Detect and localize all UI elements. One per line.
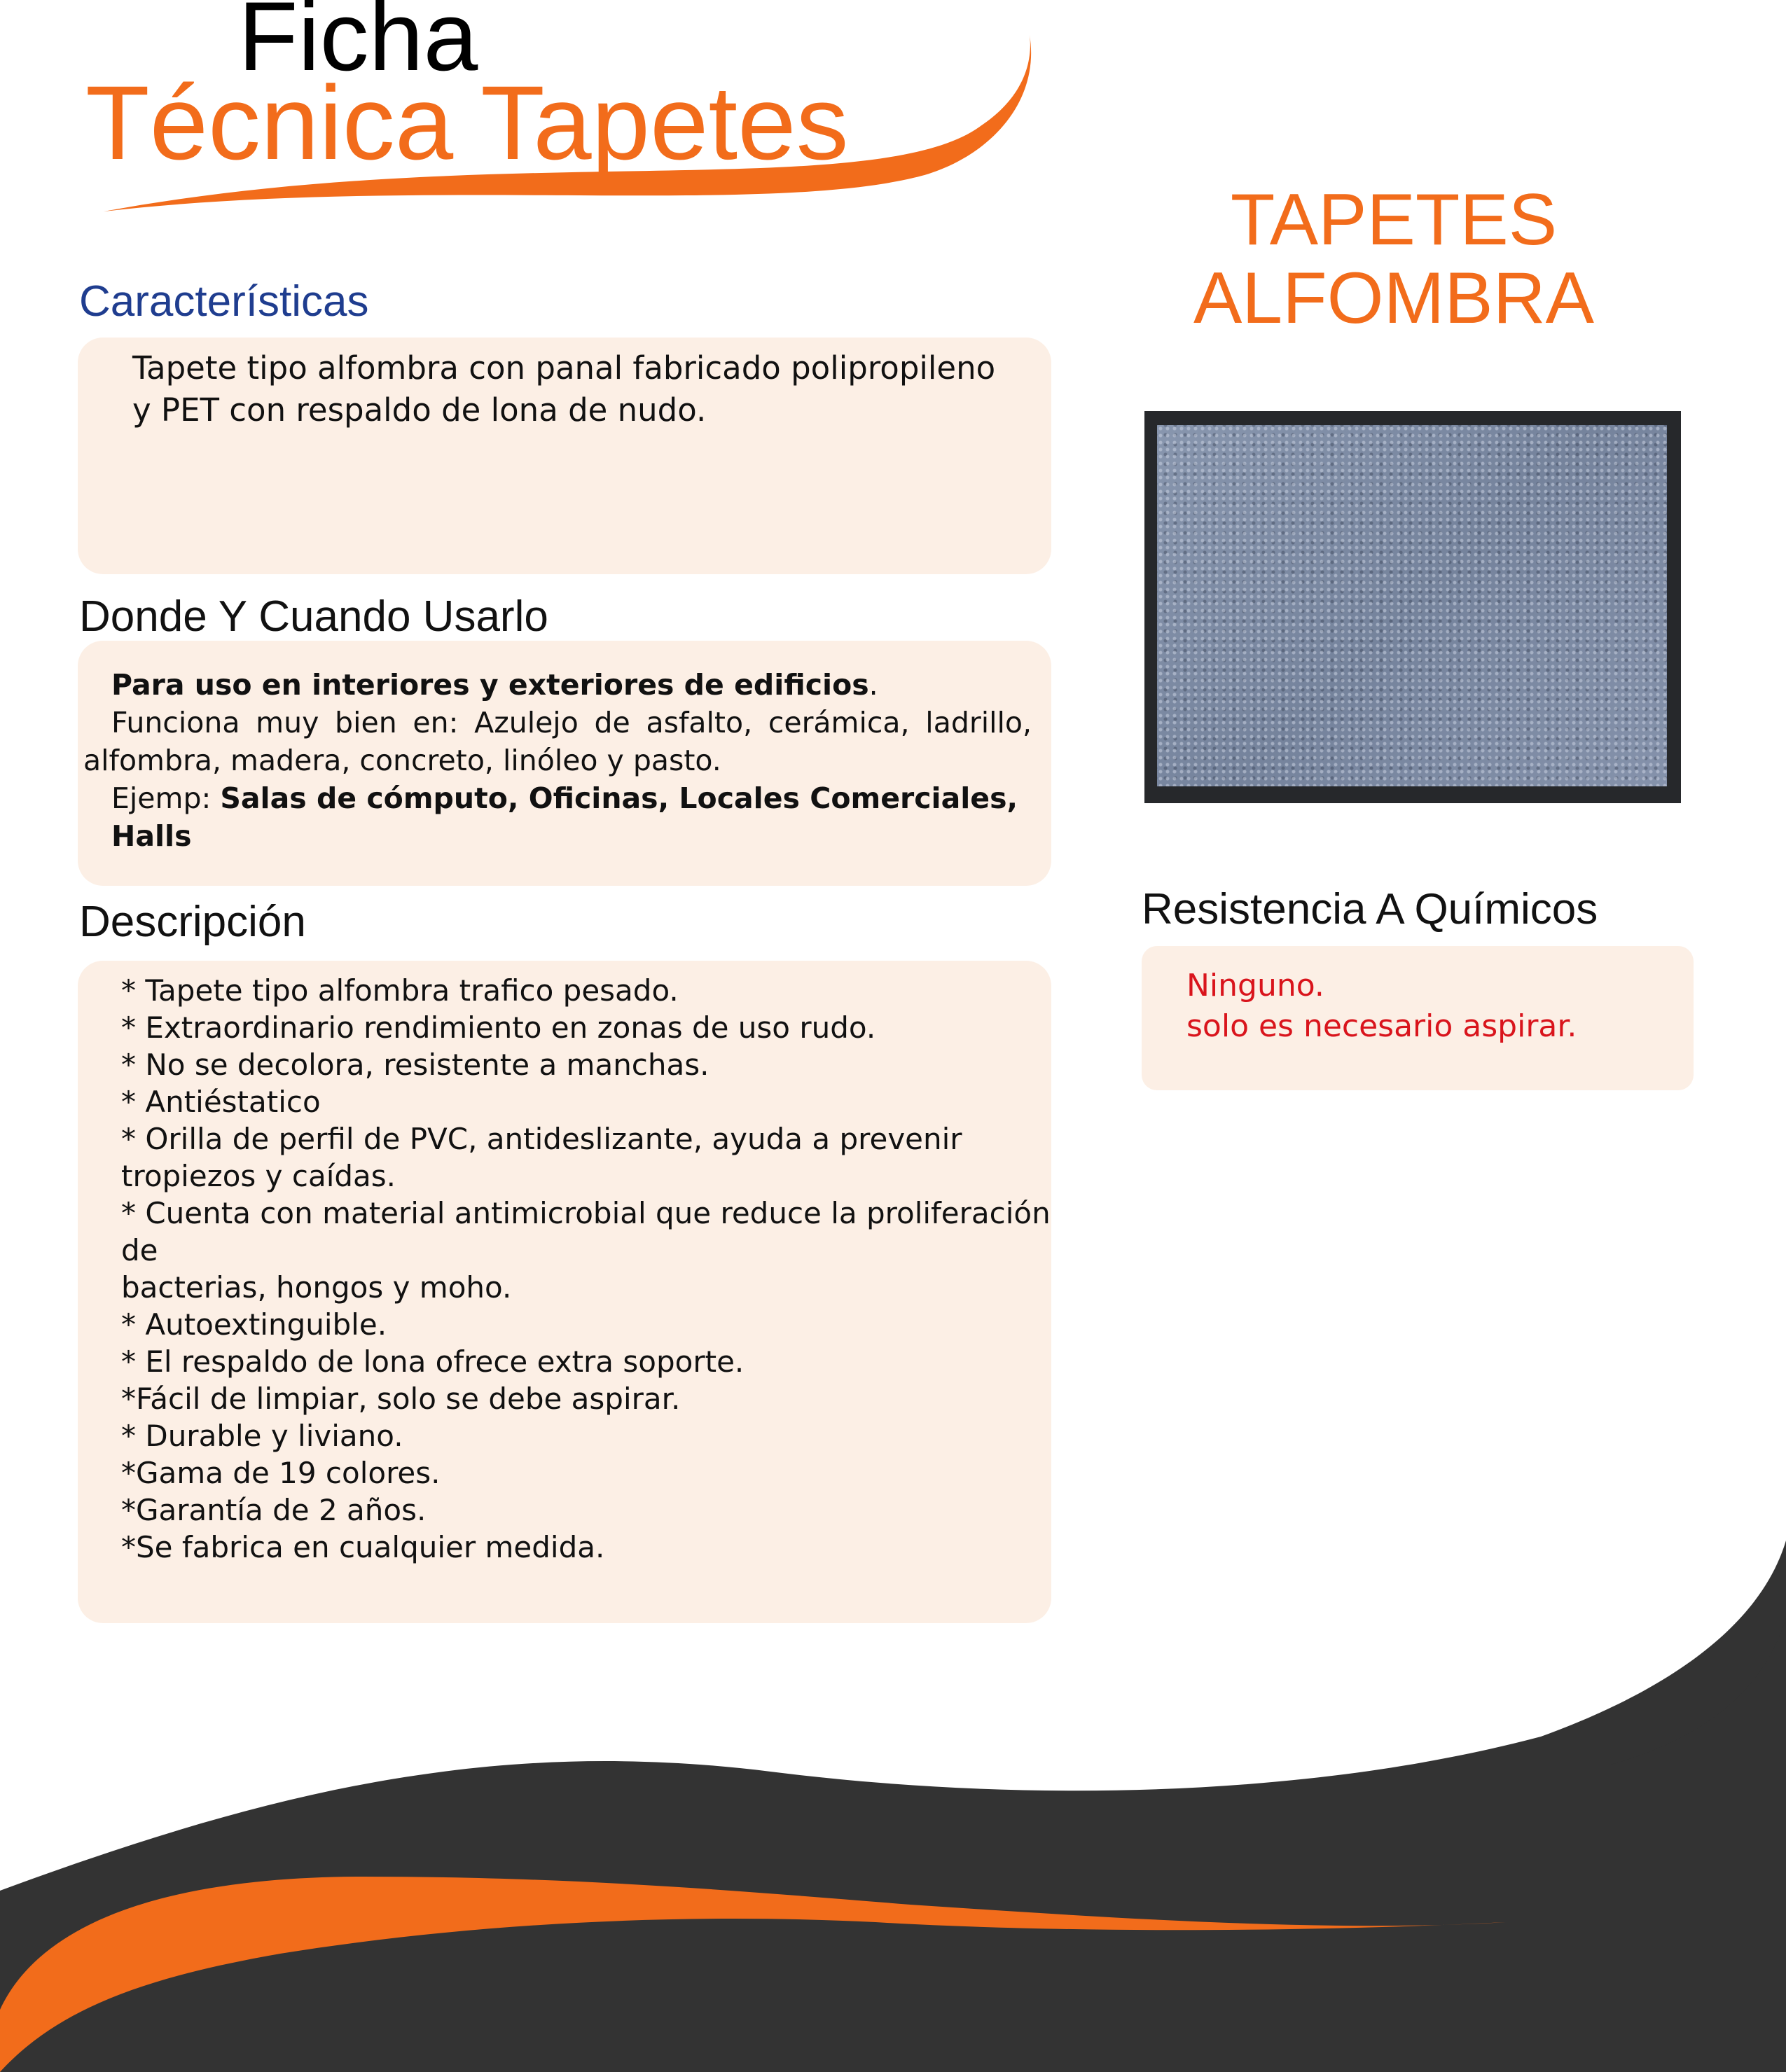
characteristics-panel (78, 338, 1051, 574)
title-ficha: Ficha (238, 0, 478, 91)
product-name-line1: TAPETES (1230, 179, 1558, 260)
description-item: bacterias, hongos y moho. (121, 1270, 512, 1305)
usage-bold-line (83, 666, 1032, 704)
usage-bold-end: . (868, 668, 878, 702)
usage-example-places: Salas de cómputo, Oficinas, Locales Comerciales, Halls (111, 781, 1018, 853)
description-item: * Autoextinguible. (121, 1307, 387, 1342)
chemicals-line: solo es necesario aspirar. (1186, 1008, 1577, 1044)
description-item: * No se decolora, resistente a manchas. (121, 1048, 709, 1082)
chemicals-panel (1142, 946, 1694, 1090)
characteristics-text (78, 338, 1051, 431)
usage-panel (78, 641, 1051, 886)
title-tecnica-tapetes: Técnica Tapetes (85, 64, 849, 181)
usage-works-line-a: Funciona muy bien en: Azulejo de asfalto, cerámica, ladrillo, (111, 706, 1032, 739)
usage-example-label: Ejemp: (111, 781, 221, 815)
usage-text (78, 641, 1051, 855)
characteristics-heading: Características (79, 277, 369, 326)
carpet-mat-surface (1157, 425, 1667, 786)
description-item: tropiezos y caídas. (121, 1159, 396, 1193)
product-image (1144, 411, 1681, 803)
description-item: *Garantía de 2 años. (121, 1493, 427, 1527)
description-item: * Extraordinario rendimiento en zonas de uso rudo. (121, 1010, 876, 1045)
chemicals-text (1142, 946, 1694, 1047)
usage-works-line-b: alfombra, madera, concreto, linóleo y pasto. (83, 744, 721, 777)
characteristics-line: y PET con respaldo de lona de nudo. (132, 391, 707, 429)
description-list (78, 961, 1051, 1566)
description-panel (78, 961, 1051, 1623)
usage-bold-text: Para uso en interiores y exteriores de edificios (111, 668, 869, 702)
characteristics-line: Tapete tipo alfombra con panal fabricado polipropileno (132, 349, 996, 387)
description-item: *Se fabrica en cualquier medida. (121, 1530, 605, 1564)
description-item: * Cuenta con material antimicrobial que reduce la proliferación de (121, 1196, 1051, 1267)
description-item: * Orilla de perfil de PVC, antideslizante, ayuda a prevenir (121, 1122, 962, 1156)
description-item: * Antiéstatico (121, 1085, 321, 1119)
product-name (1114, 181, 1674, 338)
product-name-line2: ALFOMBRA (1193, 258, 1595, 339)
description-heading: Descripción (79, 898, 306, 946)
chemicals-line: Ninguno. (1186, 968, 1324, 1003)
description-item: * Tapete tipo alfombra trafico pesado. (121, 973, 679, 1008)
description-item: * Durable y liviano. (121, 1419, 403, 1453)
description-item: *Fácil de limpiar, solo se debe aspirar. (121, 1382, 681, 1416)
description-item: *Gama de 19 colores. (121, 1456, 441, 1490)
chemicals-heading: Resistencia A Químicos (1142, 885, 1598, 933)
description-item: * El respaldo de lona ofrece extra soporte. (121, 1344, 745, 1379)
usage-heading: Donde Y Cuando Usarlo (79, 592, 548, 641)
usage-example-line (83, 779, 1032, 855)
